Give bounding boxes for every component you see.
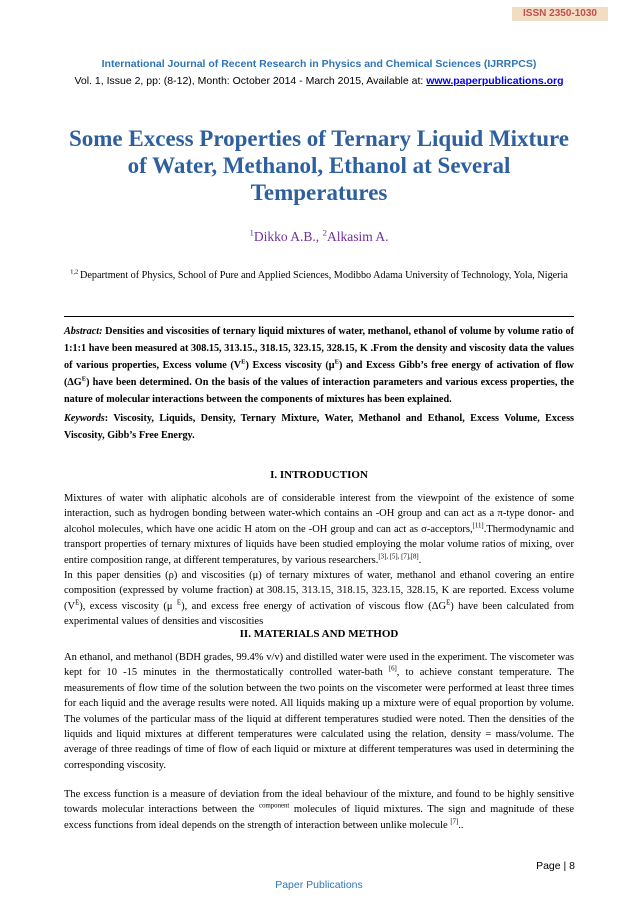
affiliation-text: Department of Physics, School of Pure and Applied Sciences, Modibbo Adama University of Technology, Yola, Nigeria bbox=[80, 270, 568, 281]
superscript: component bbox=[259, 802, 290, 810]
keywords-label: Keywords bbox=[64, 413, 105, 424]
section-heading-materials-and-method: II. MATERIALS AND METHOD bbox=[239, 628, 399, 640]
page-number: Page | 8 bbox=[536, 860, 575, 872]
keywords-text: : Viscosity, Liquids, Density, Ternary Mixture, Water, Methanol and Ethanol, Excess Volume, Excess Viscosity, Gibb’s Free Energy. bbox=[64, 413, 574, 441]
author1-sup: 1 bbox=[249, 227, 254, 238]
affiliation bbox=[64, 268, 574, 284]
paragraph-text: .. bbox=[458, 819, 464, 831]
paragraph-text: ), and excess free energy of activation of viscous flow (ΔG bbox=[181, 600, 447, 612]
paragraph-text: . bbox=[418, 554, 422, 566]
issn-badge: ISSN 2350-1030 bbox=[512, 7, 608, 21]
divider bbox=[64, 316, 574, 317]
methods-paragraph-2 bbox=[64, 787, 574, 833]
paragraph-text: The excess function is a measure of deviation from the ideal behaviour of the mixture, and found to be highly sensitive towards molecular interactions between the bbox=[64, 789, 574, 816]
citation: [3], [5], [7],[8] bbox=[378, 553, 419, 561]
authors bbox=[0, 229, 638, 245]
intro-paragraph-2 bbox=[64, 568, 574, 630]
author2: Alkasim A. bbox=[326, 229, 389, 244]
paragraph-text: .Thermodynamic and transport properties of ternary mixtures of liquids have been studied employing the molar volume ratios of mixing, over entire composition range, at different temperatures, by various researchers. bbox=[64, 523, 574, 566]
abstract-sup: E bbox=[81, 375, 87, 383]
citation: [7] bbox=[450, 818, 459, 826]
volume-text: Vol. 1, Issue 2, pp: (8-12), Month: October 2014 - March 2015, Available at: bbox=[74, 75, 427, 87]
paragraph-text: An ethanol, and methanol (BDH grades, 99.4% v/v) and distilled water were used in the experiment. The viscometer was kept for 10 -15 minutes in the thermostatically controlled water-bath bbox=[64, 652, 574, 679]
abstract-sup: E bbox=[241, 358, 246, 366]
paragraph-text: In this paper densities (ρ) and viscosities (μ) of ternary mixtures of water, methanol and ethanol covering an entire composition (expressed by volume fraction) at 308.15, 313.15, 318.15, 323.15, 328.15, K are reported. Excess volume (V bbox=[64, 570, 574, 612]
paragraph-text: ) have been calculated from experimental values of densities and viscosities bbox=[64, 600, 574, 628]
keywords bbox=[64, 410, 574, 444]
author2-sup: 2 bbox=[322, 227, 327, 238]
abstract bbox=[64, 323, 574, 408]
superscript: E bbox=[176, 599, 182, 607]
citation: [6] bbox=[388, 665, 397, 673]
website-link[interactable]: www.paperpublications.org bbox=[426, 75, 564, 87]
publisher-footer: Paper Publications bbox=[275, 879, 363, 891]
methods-paragraph-1 bbox=[64, 650, 574, 773]
abstract-text: ) and Excess Gibb’s free energy of activation of flow (ΔG bbox=[64, 360, 574, 388]
abstract-text: ) Excess viscosity (μ bbox=[245, 360, 335, 371]
superscript: E bbox=[446, 599, 451, 607]
journal-name: International Journal of Recent Research in Physics and Chemical Sciences (IJRRPCS) bbox=[101, 58, 537, 70]
intro-paragraph-1 bbox=[64, 491, 574, 568]
superscript: E bbox=[75, 599, 80, 607]
citation: [11] bbox=[472, 522, 484, 530]
paragraph-text: molecules of liquid mixtures. The sign and magnitude of these excess functions from ideal depends on the strength of interaction between unlike molecule bbox=[64, 804, 574, 831]
abstract-text: ) have been determined. On the basis of the values of interaction parameters and various excess properties, the nature of molecular interactions between the components of mixtures has been explained. bbox=[64, 377, 574, 405]
paragraph-text: ), excess viscosity (μ bbox=[79, 600, 177, 612]
abstract-text: Densities and viscosities of ternary liquid mixtures of water, methanol, ethanol of volume by volume ratio of 1:1:1 have been measured at 308.15, 313.15., 318.15, 323.15, 328.15, K .From the density and viscosity data the values of various properties, Excess volume (V bbox=[64, 326, 574, 371]
paragraph-text: , to achieve constant temperature. The measurements of flow time of the solution between the two points on the viscometer were performed at least three times for each liquid and the average results were noted. All liquids making up a mixture were of equal proportion by volume. The volumes of the particular mass of the liquid at different temperatures studied were noted. Then the densities of the liquids and liquid mixtures at different temperatures were calculated using the relation, density = mass/volume. The average of three readings of time of flow of each liquid or mixture at different temperatures was used in determining the corresponding viscosity. bbox=[64, 667, 574, 771]
paragraph-text: Mixtures of water with aliphatic alcohols are of considerable interest from the viewpoint of the existence of some interaction, such as hydrogen bonding between water-which contains an -OH group and can act as a π-type donor- and alcohol molecules, which have one acidic H atom on the -OH group and can act as σ-acceptors, bbox=[64, 493, 574, 535]
abstract-label: Abstract: bbox=[64, 326, 103, 337]
affiliation-sup: 1,2 bbox=[70, 268, 80, 276]
section-heading-introduction: I. INTRODUCTION bbox=[270, 469, 368, 481]
author1: Dikko A.B., bbox=[253, 229, 323, 244]
paper-title: Some Excess Properties of Ternary Liquid Mixture of Water, Methanol, Ethanol at Several Temperatures bbox=[68, 126, 569, 205]
abstract-sup: E bbox=[334, 358, 339, 366]
volume-info bbox=[0, 75, 638, 87]
